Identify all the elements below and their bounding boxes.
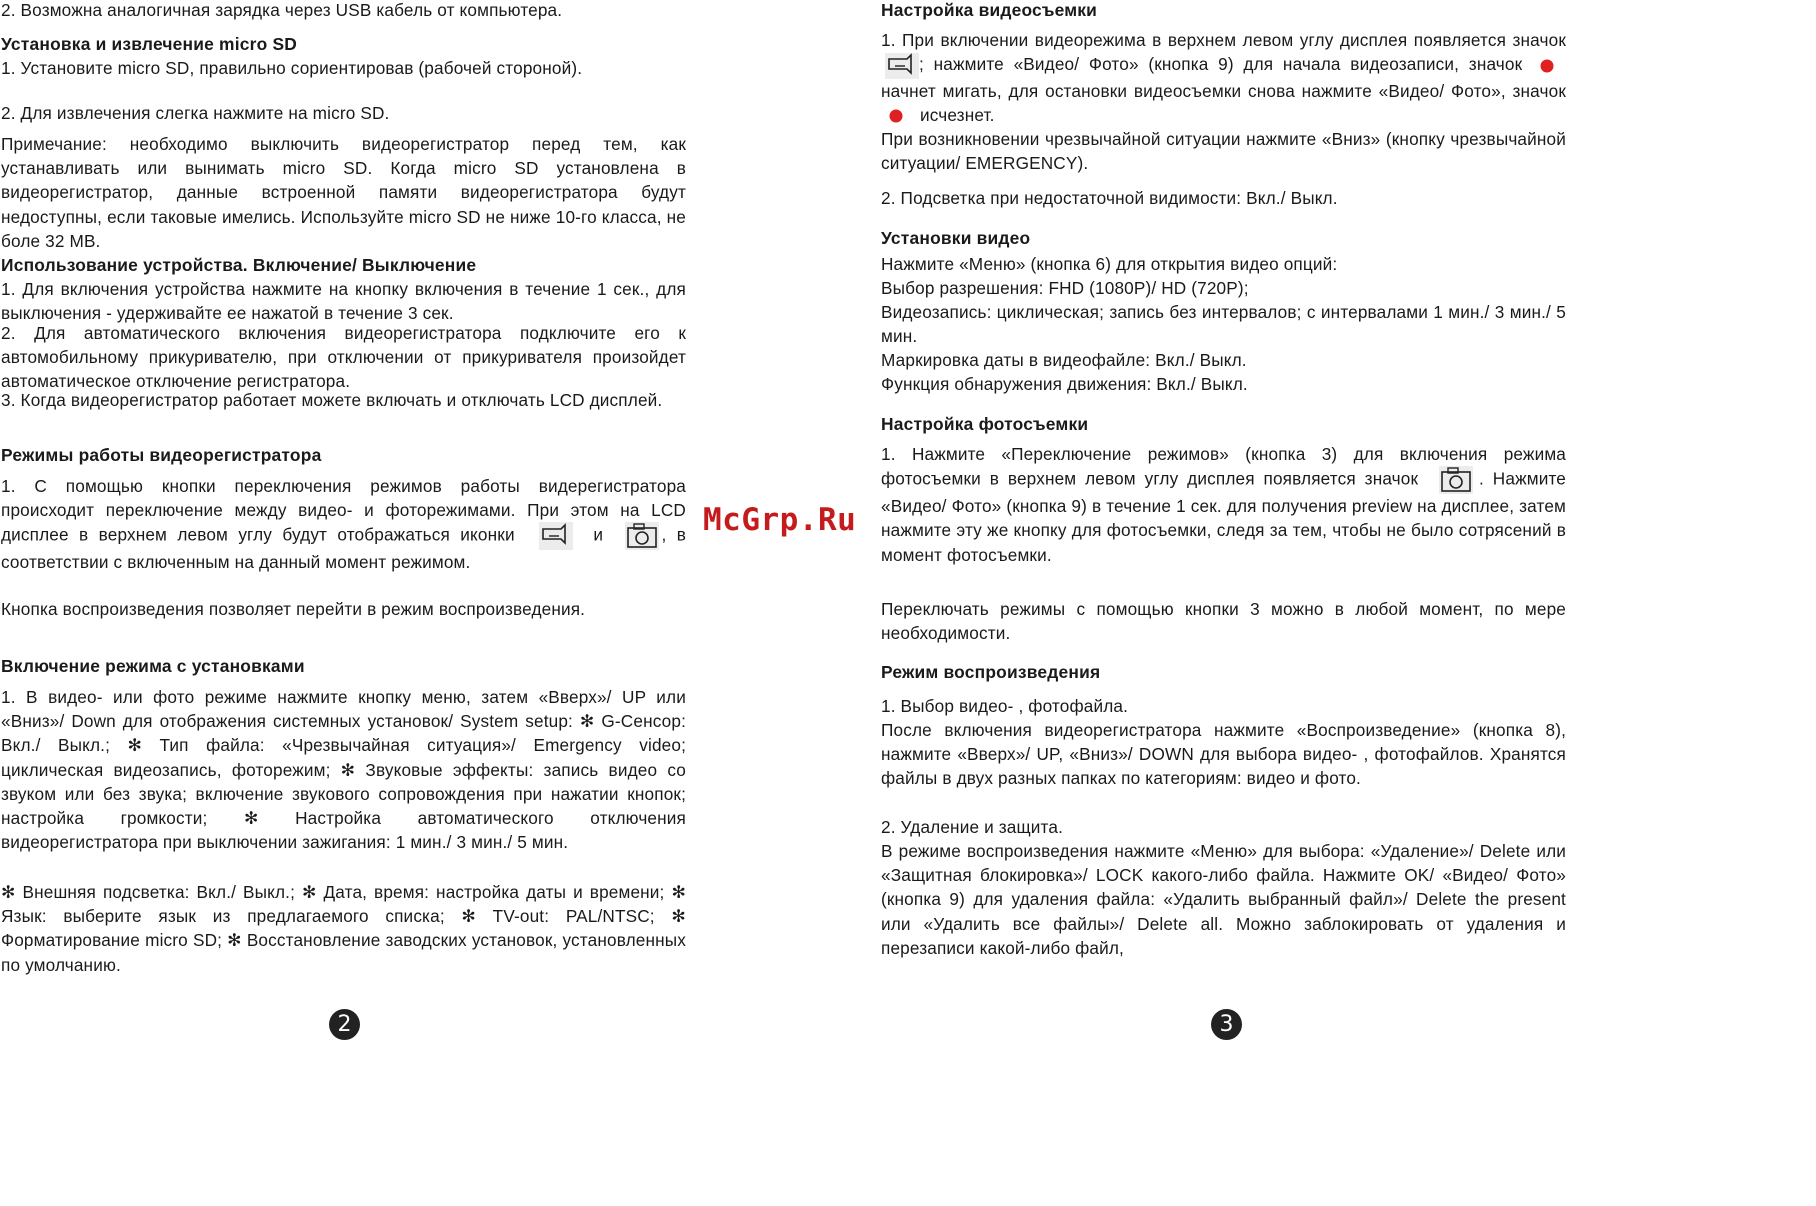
video-text-b: ; нажмите «Видео/ Фото» (кнопка 9) для начала видеозаписи, значок [919, 54, 1523, 75]
modes-text-and: и [593, 524, 604, 545]
photo-text-b: . Нажмите «Видео/ Фото» (кнопка 9) в течение 1 сек. для получения preview на дисплее, затем нажмите эту же кнопку для фотосъемки, следя за тем, чтобы не было сотрясений в момент фотосъемки. [881, 468, 1566, 565]
usb-charging-text: 2. Возможна аналогичная зарядка через USB кабель от компьютера. [1, 0, 563, 20]
micro-sd-step-1: 1. Установите micro SD, правильно сориентировав (рабочей стороной). [1, 58, 583, 78]
photo-camera-icon [625, 522, 659, 550]
power-step-3: 3. Когда видеорегистратор работает можете включать и отключать LCD дисплей. [1, 390, 663, 410]
playback-step-1: 1. Выбор видео- , фотофайла. [881, 696, 1129, 716]
photo-text-a: 1. Нажмите «Переключение режимов» (кнопка 3) для включения режима фотосъемки в верхнем левом углу дисплея появляется значок [881, 444, 1566, 489]
setup-step-2: ✻ Внешняя подсветка: Вкл./ Выкл.; ✻ Дата, время: настройка даты и времени; ✻ Язык: выберите язык из предлагаемого списка; ✻ TV-out: PAL/NTSC; ✻ Форматирование micro SD; ✻ Восстановление заводских установок, установленных по умолчанию. [1, 882, 686, 975]
video-text-a: 1. При включении видеорежима в верхнем левом углу дисплея появляется значок [881, 30, 1566, 50]
photo-camera-icon [1439, 466, 1473, 494]
page-number-right: 3 [1211, 1009, 1242, 1040]
video-text-c: начнет мигать, для остановки видеосъемки снова нажмите «Видео/ Фото», значок [881, 80, 1566, 101]
video-options-2: Выбор разрешения: FHD (1080P)/ HD (720P); [881, 278, 1249, 298]
record-dot-icon [1540, 59, 1554, 73]
switch-modes-text: Переключать режимы с помощью кнопки 3 можно в любой момент, по мере необходимости. [881, 599, 1566, 644]
video-options-1: Нажмите «Меню» (кнопка 6) для открытия видео опций: [881, 254, 1338, 274]
heading-photo-setting: Настройка фотосъемки [881, 414, 1089, 434]
heading-video-options: Установки видео [881, 228, 1031, 248]
modes-text-b: , в соответствии с включенным на данный момент режимом. [1, 524, 686, 573]
playback-step-2-text: В режиме воспроизведения нажмите «Меню» для выбора: «Удаление»/ Delete или «Защитная блокировка»/ LOCK какого-либо файла. Нажмите OK/ «Видео/ Фото» (кнопка 9) для удаления файла: «Удалить выбранный файл»/ Delete the present или «Удалить все файлы»/ Delete all. Можно заблокировать от удаления и перезаписи какой-либо файл, [881, 841, 1566, 958]
backlight-text: 2. Подсветка при недостаточной видимости: Вкл./ Выкл. [881, 188, 1338, 208]
heading-modes: Режимы работы видеорегистратора [1, 445, 322, 465]
video-options-3: Видеозапись: циклическая; запись без интервалов; с интервалами 1 мин./ 3 мин./ 5 мин. [881, 302, 1566, 347]
page-number-left: 2 [329, 1009, 360, 1040]
video-text-d: исчезнет. [919, 104, 995, 125]
photo-step-1 [881, 442, 1566, 567]
playback-step-2: 2. Удаление и защита. [881, 817, 1064, 837]
power-step-2: 2. Для автоматического включения видеорегистратора подключите его к автомобильному прикуривателю, при отключении от прикуривателя произойдет автоматическое отключение регистратора. [1, 323, 686, 392]
setup-step-1: 1. В видео- или фото режиме нажмите кнопку меню, затем «Вверх»/ UP или «Вниз»/ Down для отображения системных установок/ System setup: ✻ G-Сенсор: Вкл./ Выкл.; ✻ Тип файла: «Чрезвычайная ситуация»/ Emergency video; циклическая видеозапись, фоторежим; ✻ Звуковые эффекты: запись видео со звуком или без звука; включение звукового сопровождения при нажатии кнопок; настройка громкости; ✻ Настройка автоматического отключения видеорегистратора при выключении зажигания: 1 мин./ 3 мин./ 5 мин. [1, 687, 686, 853]
video-step-1 [881, 28, 1566, 127]
power-step-1: 1. Для включения устройства нажмите на кнопку включения в течение 1 сек., для выключения - удерживайте ее нажатой в течение 3 сек. [1, 279, 686, 324]
modes-text-a: 1. С помощью кнопки переключения режимов работы видерегистратора происходит переключение между видео- и фоторежимами. При этом на LCD дисплее в верхнем левом углу будут отображаться иконки [1, 476, 686, 545]
micro-sd-note: Примечание: необходимо выключить видеорегистратор перед тем, как устанавливать или вынимать micro SD. Когда micro SD установлена в видеорегистратор, данные встроенной памяти видеорегистратора будут недоступны, если таковые имелись. Используйте micro SD не ниже 10-го класса, не боле 32 MB. [1, 134, 686, 251]
emergency-text: При возникновении чрезвычайной ситуации нажмите «Вниз» (кнопку чрезвычайной ситуации/ EMERGENCY). [881, 129, 1566, 174]
playback-step-1-text: После включения видеорегистратора нажмите «Воспроизведение» (кнопка 8), нажмите «Вверх»/ UP, «Вниз»/ DOWN для выбора видео- , фотофайлов. Хранятся файлы в двух разных папках по категориям: видео и фото. [881, 720, 1566, 789]
video-camera-icon [539, 522, 573, 550]
video-options-5: Функция обнаружения движения: Вкл./ Выкл. [881, 374, 1248, 394]
watermark: McGrp.Ru [703, 502, 857, 538]
playback-button-text: Кнопка воспроизведения позволяет перейти в режим воспроизведения. [1, 599, 586, 619]
heading-power: Использование устройства. Включение/ Выключение [1, 255, 477, 275]
video-options-4: Маркировка даты в видеофайле: Вкл./ Выкл. [881, 350, 1247, 370]
modes-step-1 [1, 474, 686, 575]
heading-setup: Включение режима с установками [1, 656, 305, 676]
heading-video-setting: Настройка видеосъемки [881, 0, 1098, 20]
record-dot-icon [889, 109, 903, 123]
micro-sd-step-2: 2. Для извлечения слегка нажмите на micro SD. [1, 103, 390, 123]
heading-playback: Режим воспроизведения [881, 662, 1101, 682]
video-camera-icon [885, 53, 919, 79]
heading-micro-sd: Установка и извлечение micro SD [1, 34, 297, 54]
